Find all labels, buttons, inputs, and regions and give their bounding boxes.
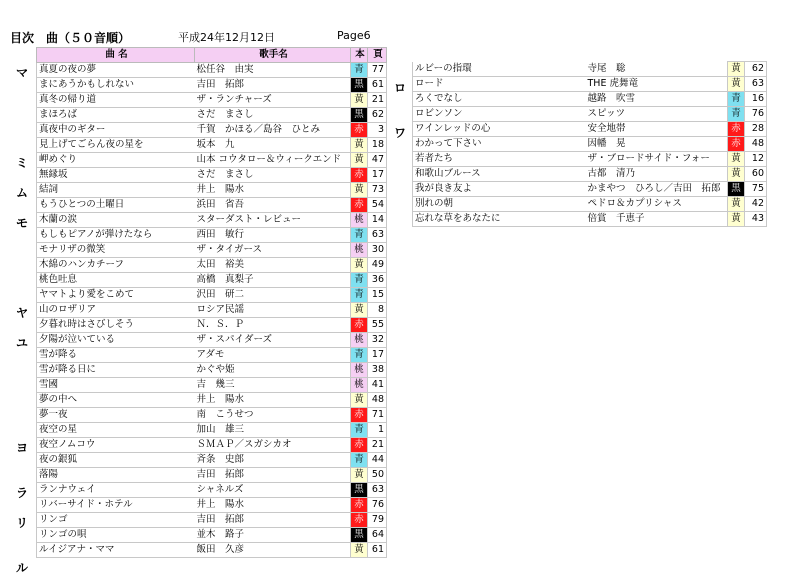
column-header-song: 曲 名 — [37, 48, 195, 63]
table-row — [37, 363, 387, 378]
book-badge: 黄 — [351, 93, 368, 108]
page-number-cell: 50 — [368, 468, 387, 483]
song-title: 結詞 — [37, 183, 195, 198]
book-badge: 青 — [351, 273, 368, 288]
table-row — [37, 153, 387, 168]
kana-marker: ミ — [15, 156, 28, 170]
song-title: 若者たち — [413, 152, 586, 167]
column-header-artist: 歌手名 — [195, 48, 351, 63]
page-number-cell: 61 — [368, 543, 387, 558]
song-title: ルイジアナ・ママ — [37, 543, 195, 558]
page-number-cell: 14 — [368, 213, 387, 228]
column-header-page: 頁 — [368, 48, 387, 63]
table-row — [37, 393, 387, 408]
book-badge: 黄 — [728, 212, 745, 227]
artist-name: 倍賞 千恵子 — [586, 212, 728, 227]
book-badge: 黄 — [728, 62, 745, 77]
page-number-cell: 30 — [368, 243, 387, 258]
book-badge: 黄 — [728, 167, 745, 182]
artist-name: 吉 幾三 — [195, 378, 351, 393]
book-badge: 赤 — [351, 513, 368, 528]
song-title: 雪國 — [37, 378, 195, 393]
song-title: 夕暮れ時はさびしそう — [37, 318, 195, 333]
book-badge: 赤 — [351, 168, 368, 183]
artist-name: 沢田 研二 — [195, 288, 351, 303]
book-badge: 赤 — [351, 198, 368, 213]
artist-name: 越路 吹雪 — [586, 92, 728, 107]
book-badge: 黄 — [351, 258, 368, 273]
song-title: わかって下さい — [413, 137, 586, 152]
page-number-cell: 49 — [368, 258, 387, 273]
page-number-cell: 17 — [368, 348, 387, 363]
book-badge: 黒 — [351, 78, 368, 93]
artist-name: 寺尾 聡 — [586, 62, 728, 77]
artist-name: 南 こうせつ — [195, 408, 351, 423]
table-row — [37, 198, 387, 213]
table-row — [37, 258, 387, 273]
book-badge: 黄 — [728, 152, 745, 167]
artist-name: 吉田 拓郎 — [195, 513, 351, 528]
table-row — [37, 138, 387, 153]
page-number-cell: 15 — [368, 288, 387, 303]
page-number-cell: 63 — [745, 77, 767, 92]
artist-name: ザ・ランチャーズ — [195, 93, 351, 108]
table-row — [37, 453, 387, 468]
song-title: ロード — [413, 77, 586, 92]
song-title: 夜空ノムコウ — [37, 438, 195, 453]
artist-name: ザ・スパイダーズ — [195, 333, 351, 348]
book-badge: 青 — [351, 228, 368, 243]
page-number-cell: 63 — [368, 228, 387, 243]
song-title: 落陽 — [37, 468, 195, 483]
page-number-cell: 21 — [368, 438, 387, 453]
book-badge: 桃 — [351, 333, 368, 348]
artist-name: 井上 陽水 — [195, 393, 351, 408]
table-row — [37, 543, 387, 558]
artist-name: 松任谷 由実 — [195, 63, 351, 78]
page-number-cell: 32 — [368, 333, 387, 348]
book-badge: 赤 — [351, 123, 368, 138]
song-index-table-right — [412, 61, 767, 227]
kana-marker: ユ — [15, 336, 28, 350]
column-header-book: 本 — [351, 48, 368, 63]
book-badge: 青 — [728, 107, 745, 122]
page-number-cell: 28 — [745, 122, 767, 137]
song-title: 和歌山ブルース — [413, 167, 586, 182]
table-row — [413, 107, 767, 122]
artist-name: さだ まさし — [195, 168, 351, 183]
book-badge: 桃 — [351, 243, 368, 258]
table-row — [413, 212, 767, 227]
table-row — [37, 63, 387, 78]
artist-name: 吉田 拓郎 — [195, 78, 351, 93]
page-number-cell: 76 — [745, 107, 767, 122]
page-number-cell: 47 — [368, 153, 387, 168]
song-title: リンゴの唄 — [37, 528, 195, 543]
artist-name: ペドロ＆カプリシャス — [586, 197, 728, 212]
song-title: 夜の銀狐 — [37, 453, 195, 468]
page-number-cell: 48 — [745, 137, 767, 152]
book-badge: 黒 — [351, 483, 368, 498]
song-title: 木蘭の涙 — [37, 213, 195, 228]
table-row — [37, 78, 387, 93]
page-number-cell: 63 — [368, 483, 387, 498]
table-row — [37, 93, 387, 108]
artist-name: 浜田 省吾 — [195, 198, 351, 213]
page-number-cell: 55 — [368, 318, 387, 333]
book-badge: 黄 — [351, 543, 368, 558]
page-number-cell: 64 — [368, 528, 387, 543]
artist-name: さだ まさし — [195, 108, 351, 123]
artist-name: 千賀 かほる／島谷 ひとみ — [195, 123, 351, 138]
artist-name: ＳＭＡＰ／スガシカオ — [195, 438, 351, 453]
artist-name: 井上 陽水 — [195, 498, 351, 513]
book-badge: 黒 — [351, 528, 368, 543]
artist-name: ザ・ブロードサイド・フォー — [586, 152, 728, 167]
song-title: ルビーの指環 — [413, 62, 586, 77]
table-row — [37, 228, 387, 243]
artist-name: 坂本 九 — [195, 138, 351, 153]
page-number-cell: 62 — [368, 108, 387, 123]
table-row — [413, 122, 767, 137]
song-title: リバーサイド・ホテル — [37, 498, 195, 513]
page-number-cell: 17 — [368, 168, 387, 183]
artist-name: 井上 陽水 — [195, 183, 351, 198]
table-row — [37, 318, 387, 333]
table-row — [37, 348, 387, 363]
book-badge: 赤 — [728, 137, 745, 152]
book-badge: 黄 — [351, 393, 368, 408]
song-title: 真夏の夜の夢 — [37, 63, 195, 78]
table-row — [37, 108, 387, 123]
page-number-cell: 38 — [368, 363, 387, 378]
page-number-cell: 73 — [368, 183, 387, 198]
page-number-cell: 43 — [745, 212, 767, 227]
song-title: 無縁坂 — [37, 168, 195, 183]
page-number-cell: 36 — [368, 273, 387, 288]
page-number-cell: 12 — [745, 152, 767, 167]
kana-marker: マ — [15, 66, 28, 80]
artist-name: 因幡 晃 — [586, 137, 728, 152]
table-row — [37, 168, 387, 183]
book-badge: 赤 — [728, 122, 745, 137]
table-header-row — [37, 48, 387, 63]
kana-marker: ル — [15, 561, 28, 575]
song-title: ヤマトより愛をこめて — [37, 288, 195, 303]
song-title: ワインレッドの心 — [413, 122, 586, 137]
table-row — [37, 243, 387, 258]
book-badge: 赤 — [351, 438, 368, 453]
artist-name: アダモ — [195, 348, 351, 363]
page-number-cell: 44 — [368, 453, 387, 468]
song-title: まにあうかもしれない — [37, 78, 195, 93]
book-badge: 赤 — [351, 318, 368, 333]
book-badge: 黄 — [351, 138, 368, 153]
artist-name: 並木 路子 — [195, 528, 351, 543]
table-row — [37, 378, 387, 393]
book-badge: 黄 — [351, 183, 368, 198]
table-row — [37, 423, 387, 438]
page-number-cell: 61 — [368, 78, 387, 93]
table-row — [37, 528, 387, 543]
book-badge: 桃 — [351, 213, 368, 228]
page-number-cell: 1 — [368, 423, 387, 438]
artist-name: 古都 清乃 — [586, 167, 728, 182]
book-badge: 黒 — [728, 182, 745, 197]
table-row — [37, 273, 387, 288]
page-number-cell: 42 — [745, 197, 767, 212]
song-title: もしもピアノが弾けたなら — [37, 228, 195, 243]
song-title: 真冬の帰り道 — [37, 93, 195, 108]
table-row — [413, 197, 767, 212]
song-title: 夢の中へ — [37, 393, 195, 408]
table-row — [413, 167, 767, 182]
table-row — [413, 77, 767, 92]
page-number-cell: 79 — [368, 513, 387, 528]
song-title: 別れの朝 — [413, 197, 586, 212]
song-title: 真夜中のギター — [37, 123, 195, 138]
artist-name: 斉条 史郎 — [195, 453, 351, 468]
kana-marker: ム — [15, 186, 28, 200]
book-badge: 青 — [351, 348, 368, 363]
book-badge: 青 — [351, 63, 368, 78]
song-title: 夕陽が泣いている — [37, 333, 195, 348]
page-number-cell: 41 — [368, 378, 387, 393]
artist-name: ザ・タイガース — [195, 243, 351, 258]
table-row — [37, 123, 387, 138]
artist-name: 加山 雄三 — [195, 423, 351, 438]
song-title: 桃色吐息 — [37, 273, 195, 288]
book-badge: 黄 — [728, 197, 745, 212]
table-row — [37, 513, 387, 528]
song-title: 我が良き友よ — [413, 182, 586, 197]
kana-marker: モ — [15, 216, 28, 230]
artist-name: THE 虎舞竜 — [586, 77, 728, 92]
kana-marker: リ — [15, 516, 28, 530]
song-title: まほろば — [37, 108, 195, 123]
song-title: 見上げてごらん夜の星を — [37, 138, 195, 153]
table-row — [37, 288, 387, 303]
page-number-cell: 71 — [368, 408, 387, 423]
book-badge: 青 — [351, 423, 368, 438]
page-number-cell: 62 — [745, 62, 767, 77]
song-title: 夜空の星 — [37, 423, 195, 438]
kana-marker: ヨ — [15, 441, 28, 455]
book-badge: 桃 — [351, 378, 368, 393]
book-badge: 黒 — [351, 108, 368, 123]
table-row — [37, 213, 387, 228]
book-badge: 黄 — [351, 468, 368, 483]
song-title: 岬めぐり — [37, 153, 195, 168]
artist-name: かまやつ ひろし／吉田 拓郎 — [586, 182, 728, 197]
artist-name: かぐや姫 — [195, 363, 351, 378]
artist-name: 太田 裕美 — [195, 258, 351, 273]
song-title: ろくでなし — [413, 92, 586, 107]
song-title: 山のロザリア — [37, 303, 195, 318]
kana-marker: ロ — [393, 81, 406, 95]
table-row — [37, 483, 387, 498]
kana-marker: ヤ — [15, 306, 28, 320]
table-row — [413, 92, 767, 107]
artist-name: 山本 コウタロー＆ウィークエンド — [195, 153, 351, 168]
song-title: リンゴ — [37, 513, 195, 528]
artist-name: シャネルズ — [195, 483, 351, 498]
song-title: ロビンソン — [413, 107, 586, 122]
table-row — [37, 408, 387, 423]
page-title: 目次 曲（５０音順） — [10, 31, 131, 45]
table-row — [413, 137, 767, 152]
artist-name: 安全地帯 — [586, 122, 728, 137]
page-number-cell: 3 — [368, 123, 387, 138]
table-row — [413, 182, 767, 197]
page-number-cell: 60 — [745, 167, 767, 182]
artist-name: ロシア民謡 — [195, 303, 351, 318]
kana-marker: ラ — [15, 486, 28, 500]
page-number-cell: 16 — [745, 92, 767, 107]
page-number-cell: 54 — [368, 198, 387, 213]
song-title: モナリザの微笑 — [37, 243, 195, 258]
table-row — [413, 152, 767, 167]
artist-name: スターダスト・レビュー — [195, 213, 351, 228]
song-title: もうひとつの土曜日 — [37, 198, 195, 213]
song-title: 雪が降る日に — [37, 363, 195, 378]
song-title: 忘れな草をあなたに — [413, 212, 586, 227]
page-number-cell: 77 — [368, 63, 387, 78]
book-badge: 赤 — [351, 498, 368, 513]
page-number: Page6 — [337, 29, 371, 42]
artist-name: 高橋 真梨子 — [195, 273, 351, 288]
page-number-cell: 75 — [745, 182, 767, 197]
table-row — [37, 468, 387, 483]
song-title: 木綿のハンカチーフ — [37, 258, 195, 273]
table-row — [37, 498, 387, 513]
book-badge: 黄 — [351, 153, 368, 168]
page-number-cell: 76 — [368, 498, 387, 513]
table-row — [37, 303, 387, 318]
page-number-cell: 8 — [368, 303, 387, 318]
book-badge: 赤 — [351, 408, 368, 423]
book-badge: 桃 — [351, 363, 368, 378]
date-label: 平成24年12月12日 — [178, 31, 275, 44]
song-title: ランナウェイ — [37, 483, 195, 498]
book-badge: 青 — [728, 92, 745, 107]
artist-name: Ｎ．Ｓ．Ｐ — [195, 318, 351, 333]
book-badge: 青 — [351, 453, 368, 468]
page-number-cell: 21 — [368, 93, 387, 108]
kana-marker: ワ — [393, 126, 406, 140]
artist-name: スピッツ — [586, 107, 728, 122]
table-row — [37, 333, 387, 348]
page-number-cell: 18 — [368, 138, 387, 153]
table-row — [37, 438, 387, 453]
table-row — [37, 183, 387, 198]
book-badge: 黄 — [351, 303, 368, 318]
artist-name: 西田 敏行 — [195, 228, 351, 243]
song-title: 雪が降る — [37, 348, 195, 363]
song-title: 夢一夜 — [37, 408, 195, 423]
book-badge: 黄 — [728, 77, 745, 92]
book-badge: 青 — [351, 288, 368, 303]
artist-name: 飯田 久彦 — [195, 543, 351, 558]
artist-name: 吉田 拓郎 — [195, 468, 351, 483]
page-number-cell: 48 — [368, 393, 387, 408]
song-index-table-left — [36, 47, 387, 558]
table-row — [413, 62, 767, 77]
